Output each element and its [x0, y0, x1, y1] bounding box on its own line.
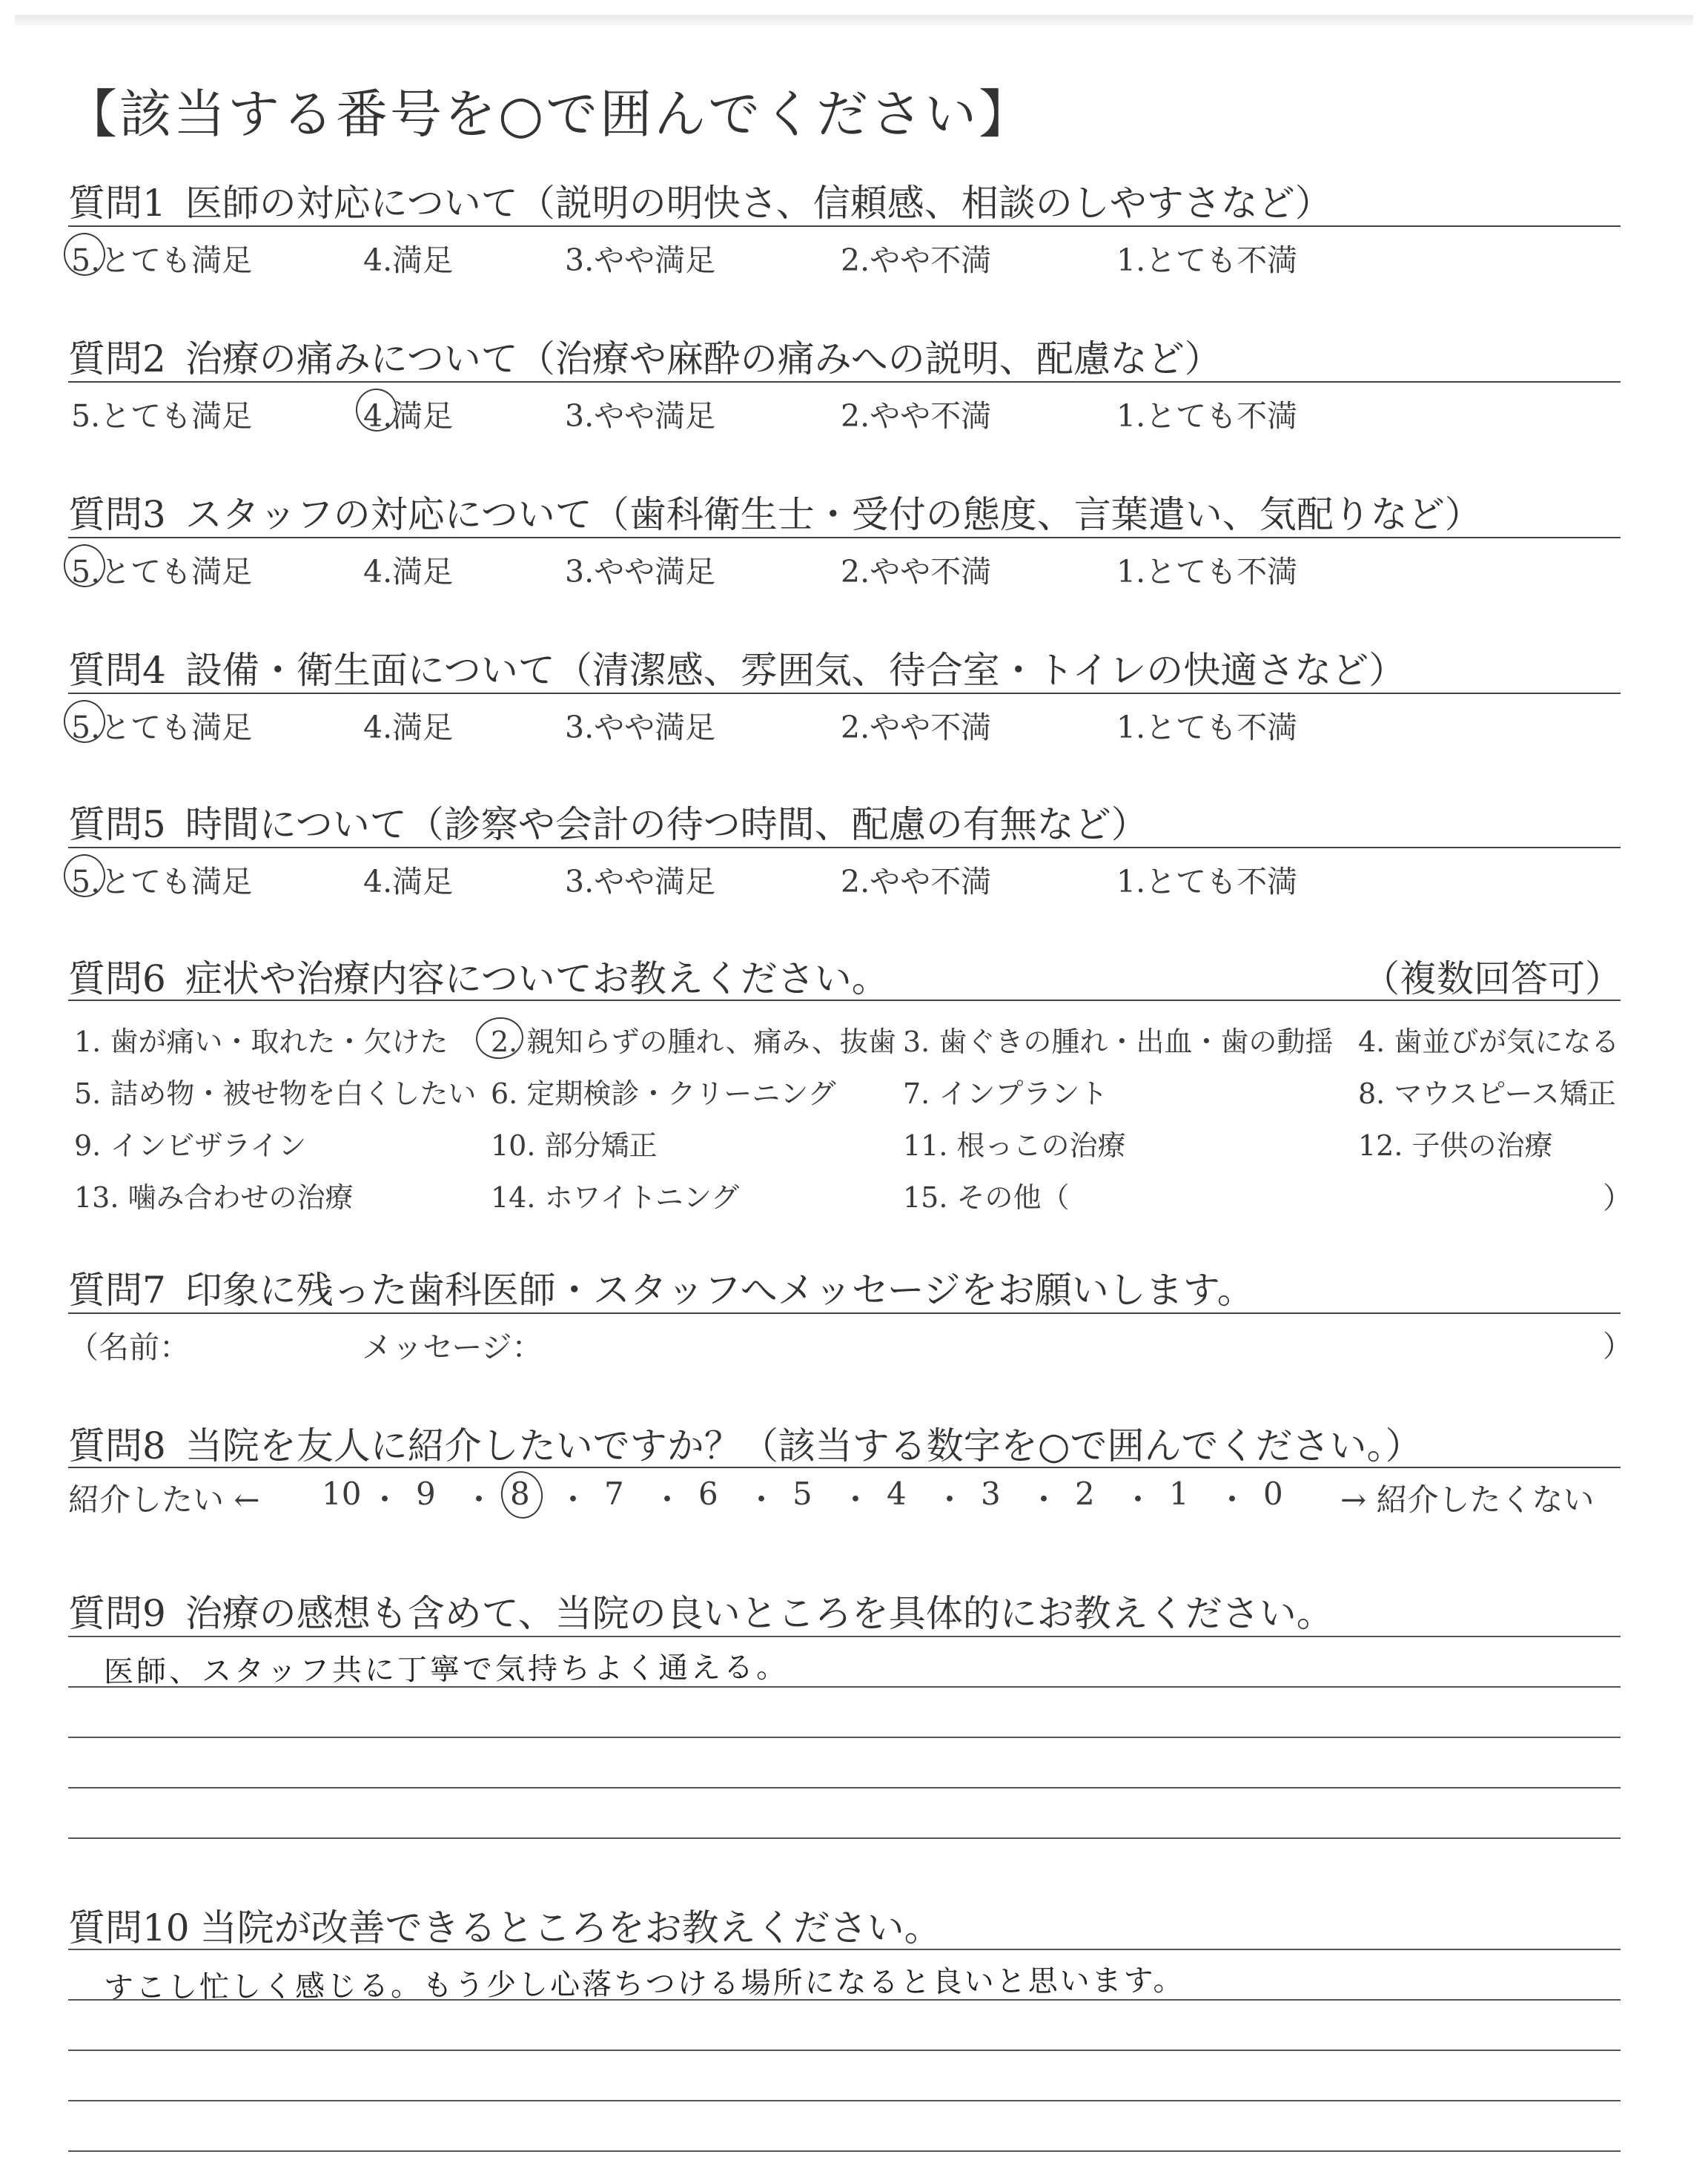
- q4-option-2[interactable]: [841, 703, 991, 747]
- option-label: とても満足: [100, 242, 253, 278]
- q6-item-7[interactable]: 7. インプラント: [903, 1077, 1108, 1110]
- option-number: 5.: [71, 554, 101, 589]
- q4-rule: [68, 693, 1621, 694]
- q3-option-2[interactable]: [841, 547, 991, 591]
- option-label: 満足: [392, 864, 454, 899]
- q8-separator: ・: [652, 1482, 683, 1518]
- q6-number: 質問6: [68, 957, 166, 1000]
- option-number: 4.: [363, 242, 393, 278]
- q6-item-8[interactable]: 8. マウスピース矯正: [1358, 1077, 1616, 1110]
- q8-number-10[interactable]: 10: [322, 1476, 362, 1512]
- q6-rule: [68, 1000, 1621, 1001]
- option-label: とても不満: [1145, 242, 1298, 278]
- q6-item-11[interactable]: 11. 根っこの治療: [903, 1129, 1126, 1162]
- q8-separator: ・: [1028, 1482, 1060, 1518]
- option-number: 3.: [565, 398, 595, 434]
- q10-number: 質問10: [68, 1906, 190, 1949]
- q2-option-5[interactable]: [71, 392, 252, 435]
- q1-title: [68, 174, 1332, 227]
- q1-option-3[interactable]: [565, 236, 715, 280]
- q10-title: [68, 1898, 941, 1952]
- q4-option-1[interactable]: [1116, 703, 1297, 747]
- q6-item-5[interactable]: 5. 詰め物・被せ物を白くしたい: [74, 1077, 477, 1110]
- q5-option-1[interactable]: [1116, 857, 1297, 901]
- q10-line-4: [68, 2100, 1621, 2101]
- q8-separator: ・: [840, 1482, 872, 1518]
- q8-separator: ・: [1122, 1482, 1154, 1518]
- option-label: とても満足: [100, 710, 253, 745]
- q1-option-1[interactable]: [1116, 236, 1297, 280]
- q10-line-1: [68, 1949, 1621, 1950]
- option-number: 1.: [1116, 710, 1146, 745]
- q6-note: （複数回答可）: [1363, 957, 1622, 1000]
- q8-number: 質問8: [68, 1424, 166, 1467]
- q5-number: 質問5: [68, 803, 166, 846]
- q8-number-2[interactable]: 2: [1075, 1476, 1095, 1512]
- q7-name-label: （名前：: [68, 1330, 190, 1365]
- q3-option-1[interactable]: [1116, 547, 1297, 591]
- q1-text: 医師の対応について（説明の明快さ、信頼感、相談のしやすさなど）: [185, 182, 1332, 225]
- q5-option-2[interactable]: [841, 857, 991, 901]
- q1-number: 質問1: [68, 182, 166, 225]
- scan-top-edge: [15, 15, 1693, 25]
- q1-option-2[interactable]: [841, 236, 991, 280]
- q7-close-paren: ）: [1603, 1330, 1632, 1364]
- option-number: 5.: [71, 398, 101, 434]
- option-number: 5.: [71, 242, 101, 278]
- option-label: とても不満: [1145, 554, 1298, 589]
- q5-title: [68, 795, 1148, 848]
- option-number: 5.: [71, 710, 101, 745]
- option-number: 2.: [841, 554, 870, 589]
- q8-number-8[interactable]: 8: [510, 1476, 530, 1512]
- q4-number: 質問4: [68, 649, 166, 692]
- option-number: 2.: [841, 710, 870, 745]
- q4-option-4[interactable]: [363, 703, 453, 747]
- option-label: やや満足: [594, 242, 716, 278]
- q7-title: [68, 1261, 1254, 1314]
- q5-option-3[interactable]: [565, 857, 715, 901]
- option-number: 4.: [363, 398, 393, 434]
- option-label: 満足: [392, 398, 454, 434]
- q5-option-4[interactable]: [363, 857, 453, 901]
- q8-separator: ・: [746, 1482, 778, 1518]
- option-number: 1.: [1116, 864, 1146, 899]
- option-label: やや不満: [870, 710, 992, 745]
- option-number: 4.: [363, 554, 393, 589]
- q6-text: 症状や治療内容についてお教えください。: [185, 957, 889, 1000]
- option-number: 1.: [1116, 242, 1146, 278]
- q3-title: [68, 485, 1482, 538]
- q7-text: 印象に残った歯科医師・スタッフへメッセージをお願いします。: [185, 1269, 1254, 1312]
- q10-handwritten-answer: すこし忙しく感じる。もう少し心落ちつける場所になると良いと思います。: [103, 1963, 1185, 2006]
- q2-text: 治療の痛みについて（治療や麻酔の痛みへの説明、配慮など）: [185, 337, 1222, 380]
- q3-text: スタッフの対応について（歯科衛生士・受付の態度、言葉遣い、気配りなど）: [185, 493, 1482, 536]
- option-label: 満足: [392, 710, 454, 745]
- option-number: 1.: [1116, 554, 1146, 589]
- q10-text: 当院が改善できるところをお教えください。: [199, 1906, 941, 1949]
- q8-separator: ・: [1217, 1482, 1248, 1518]
- q8-number-7[interactable]: 7: [604, 1476, 624, 1512]
- q8-title: [68, 1416, 1422, 1470]
- option-label: とても不満: [1145, 864, 1298, 899]
- option-number: 2.: [841, 864, 870, 899]
- q8-selected-circle: [498, 1468, 546, 1521]
- q6-item-13[interactable]: 13. 噛み合わせの治療: [74, 1181, 354, 1214]
- option-number: 3.: [565, 864, 595, 899]
- q8-separator: ・: [369, 1482, 401, 1518]
- q6-item-1[interactable]: 1. 歯が痛い・取れた・欠けた: [74, 1025, 448, 1058]
- option-label: やや不満: [870, 554, 992, 589]
- option-label: やや不満: [870, 398, 992, 434]
- q8-number-1[interactable]: 1: [1169, 1476, 1189, 1512]
- q2-option-2[interactable]: [841, 392, 991, 435]
- q9-line-2: [68, 1686, 1621, 1688]
- q6-item-2[interactable]: 2. 親知らずの腫れ、痛み、抜歯: [491, 1025, 896, 1058]
- q8-rule: [68, 1467, 1621, 1468]
- q8-number-5[interactable]: 5: [792, 1476, 812, 1512]
- q8-number-0[interactable]: 0: [1263, 1476, 1283, 1512]
- q10-line-3: [68, 2050, 1621, 2051]
- q3-option-3[interactable]: [565, 547, 715, 591]
- option-label: やや満足: [594, 710, 716, 745]
- q9-number: 質問9: [68, 1592, 166, 1635]
- q8-left-label: 紹介したい ←: [68, 1482, 260, 1518]
- q3-rule: [68, 537, 1621, 538]
- option-label: とても満足: [100, 554, 253, 589]
- q8-number-4[interactable]: 4: [887, 1476, 907, 1512]
- q2-rule: [68, 381, 1621, 383]
- q8-number-9[interactable]: 9: [416, 1476, 436, 1512]
- q6-item-12[interactable]: 12. 子供の治療: [1358, 1129, 1553, 1162]
- q8-separator: ・: [557, 1482, 589, 1518]
- q6-item-9[interactable]: 9. インビザライン: [74, 1129, 307, 1162]
- q7-number: 質問7: [68, 1269, 166, 1312]
- q4-text: 設備・衛生面について（清潔感、雰囲気、待合室・トイレの快適さなど）: [185, 649, 1406, 692]
- q6-item-14[interactable]: 14. ホワイトニング: [491, 1181, 740, 1214]
- q9-handwritten-answer: 医師、スタッフ共に丁寧で気持ちよく通える。: [103, 1650, 790, 1690]
- q9-line-5: [68, 1837, 1621, 1839]
- q9-title: [68, 1584, 1334, 1637]
- q8-right-label: → 紹介したくない: [1340, 1482, 1595, 1518]
- option-label: やや満足: [594, 398, 716, 434]
- q7-rule: [68, 1312, 1621, 1314]
- q3-option-4[interactable]: [363, 547, 453, 591]
- option-label: とても不満: [1145, 710, 1298, 745]
- option-label: やや不満: [870, 864, 992, 899]
- q5-rule: [68, 847, 1621, 848]
- q8-text: 当院を友人に紹介したいですか？（該当する数字を○で囲んでください。）: [185, 1424, 1423, 1467]
- option-label: とても満足: [100, 398, 253, 434]
- q1-option-4[interactable]: [363, 236, 453, 280]
- option-label: やや不満: [870, 242, 992, 278]
- q6-item-15[interactable]: 15. その他（: [903, 1181, 1070, 1214]
- q8-number-6[interactable]: 6: [698, 1476, 718, 1512]
- option-label: とても不満: [1145, 398, 1298, 434]
- q2-option-1[interactable]: [1116, 392, 1297, 435]
- option-number: 3.: [565, 710, 595, 745]
- option-number: 4.: [363, 864, 393, 899]
- q6-item-6[interactable]: 6. 定期検診・クリーニング: [491, 1077, 836, 1110]
- option-number: 2.: [841, 398, 870, 434]
- q6-item-10[interactable]: 10. 部分矯正: [491, 1129, 658, 1162]
- option-number: 4.: [363, 710, 393, 745]
- q2-option-3[interactable]: [565, 392, 715, 435]
- option-label: やや満足: [594, 864, 716, 899]
- q6-item-3[interactable]: 3. 歯ぐきの腫れ・出血・歯の動揺: [903, 1025, 1334, 1058]
- q1-rule: [68, 225, 1621, 227]
- q3-number: 質問3: [68, 493, 166, 536]
- option-label: 満足: [392, 242, 454, 278]
- q9-line-4: [68, 1787, 1621, 1789]
- option-label: やや満足: [594, 554, 716, 589]
- option-number: 3.: [565, 554, 595, 589]
- option-number: 1.: [1116, 398, 1146, 434]
- q8-separator: ・: [463, 1482, 495, 1518]
- q8-separator: ・: [934, 1482, 966, 1518]
- q9-text: 治療の感想も含めて、当院の良いところを具体的にお教えください。: [185, 1592, 1334, 1635]
- option-number: 5.: [71, 864, 101, 899]
- q7-message-label: メッセージ：: [362, 1330, 543, 1365]
- q10-line-2: [68, 1999, 1621, 2001]
- option-label: とても満足: [100, 864, 253, 899]
- option-number: 2.: [841, 242, 870, 278]
- q2-title: [68, 329, 1222, 383]
- q9-line-1: [68, 1636, 1621, 1637]
- q8-number-3[interactable]: 3: [981, 1476, 1001, 1512]
- form-header: 【該当する番号を○で囲んでください】: [65, 84, 1033, 145]
- q2-number: 質問2: [68, 337, 166, 380]
- q5-text: 時間について（診察や会計の待つ時間、配慮の有無など）: [185, 803, 1148, 846]
- q6-close-paren: ）: [1603, 1181, 1632, 1215]
- q9-line-3: [68, 1737, 1621, 1738]
- q4-option-3[interactable]: [565, 703, 715, 747]
- q6-title: [68, 949, 1622, 1003]
- option-number: 3.: [565, 242, 595, 278]
- q10-line-5: [68, 2150, 1621, 2152]
- q6-item-4[interactable]: 4. 歯並びが気になる: [1358, 1025, 1620, 1058]
- option-label: 満足: [392, 554, 454, 589]
- q4-title: [68, 641, 1406, 694]
